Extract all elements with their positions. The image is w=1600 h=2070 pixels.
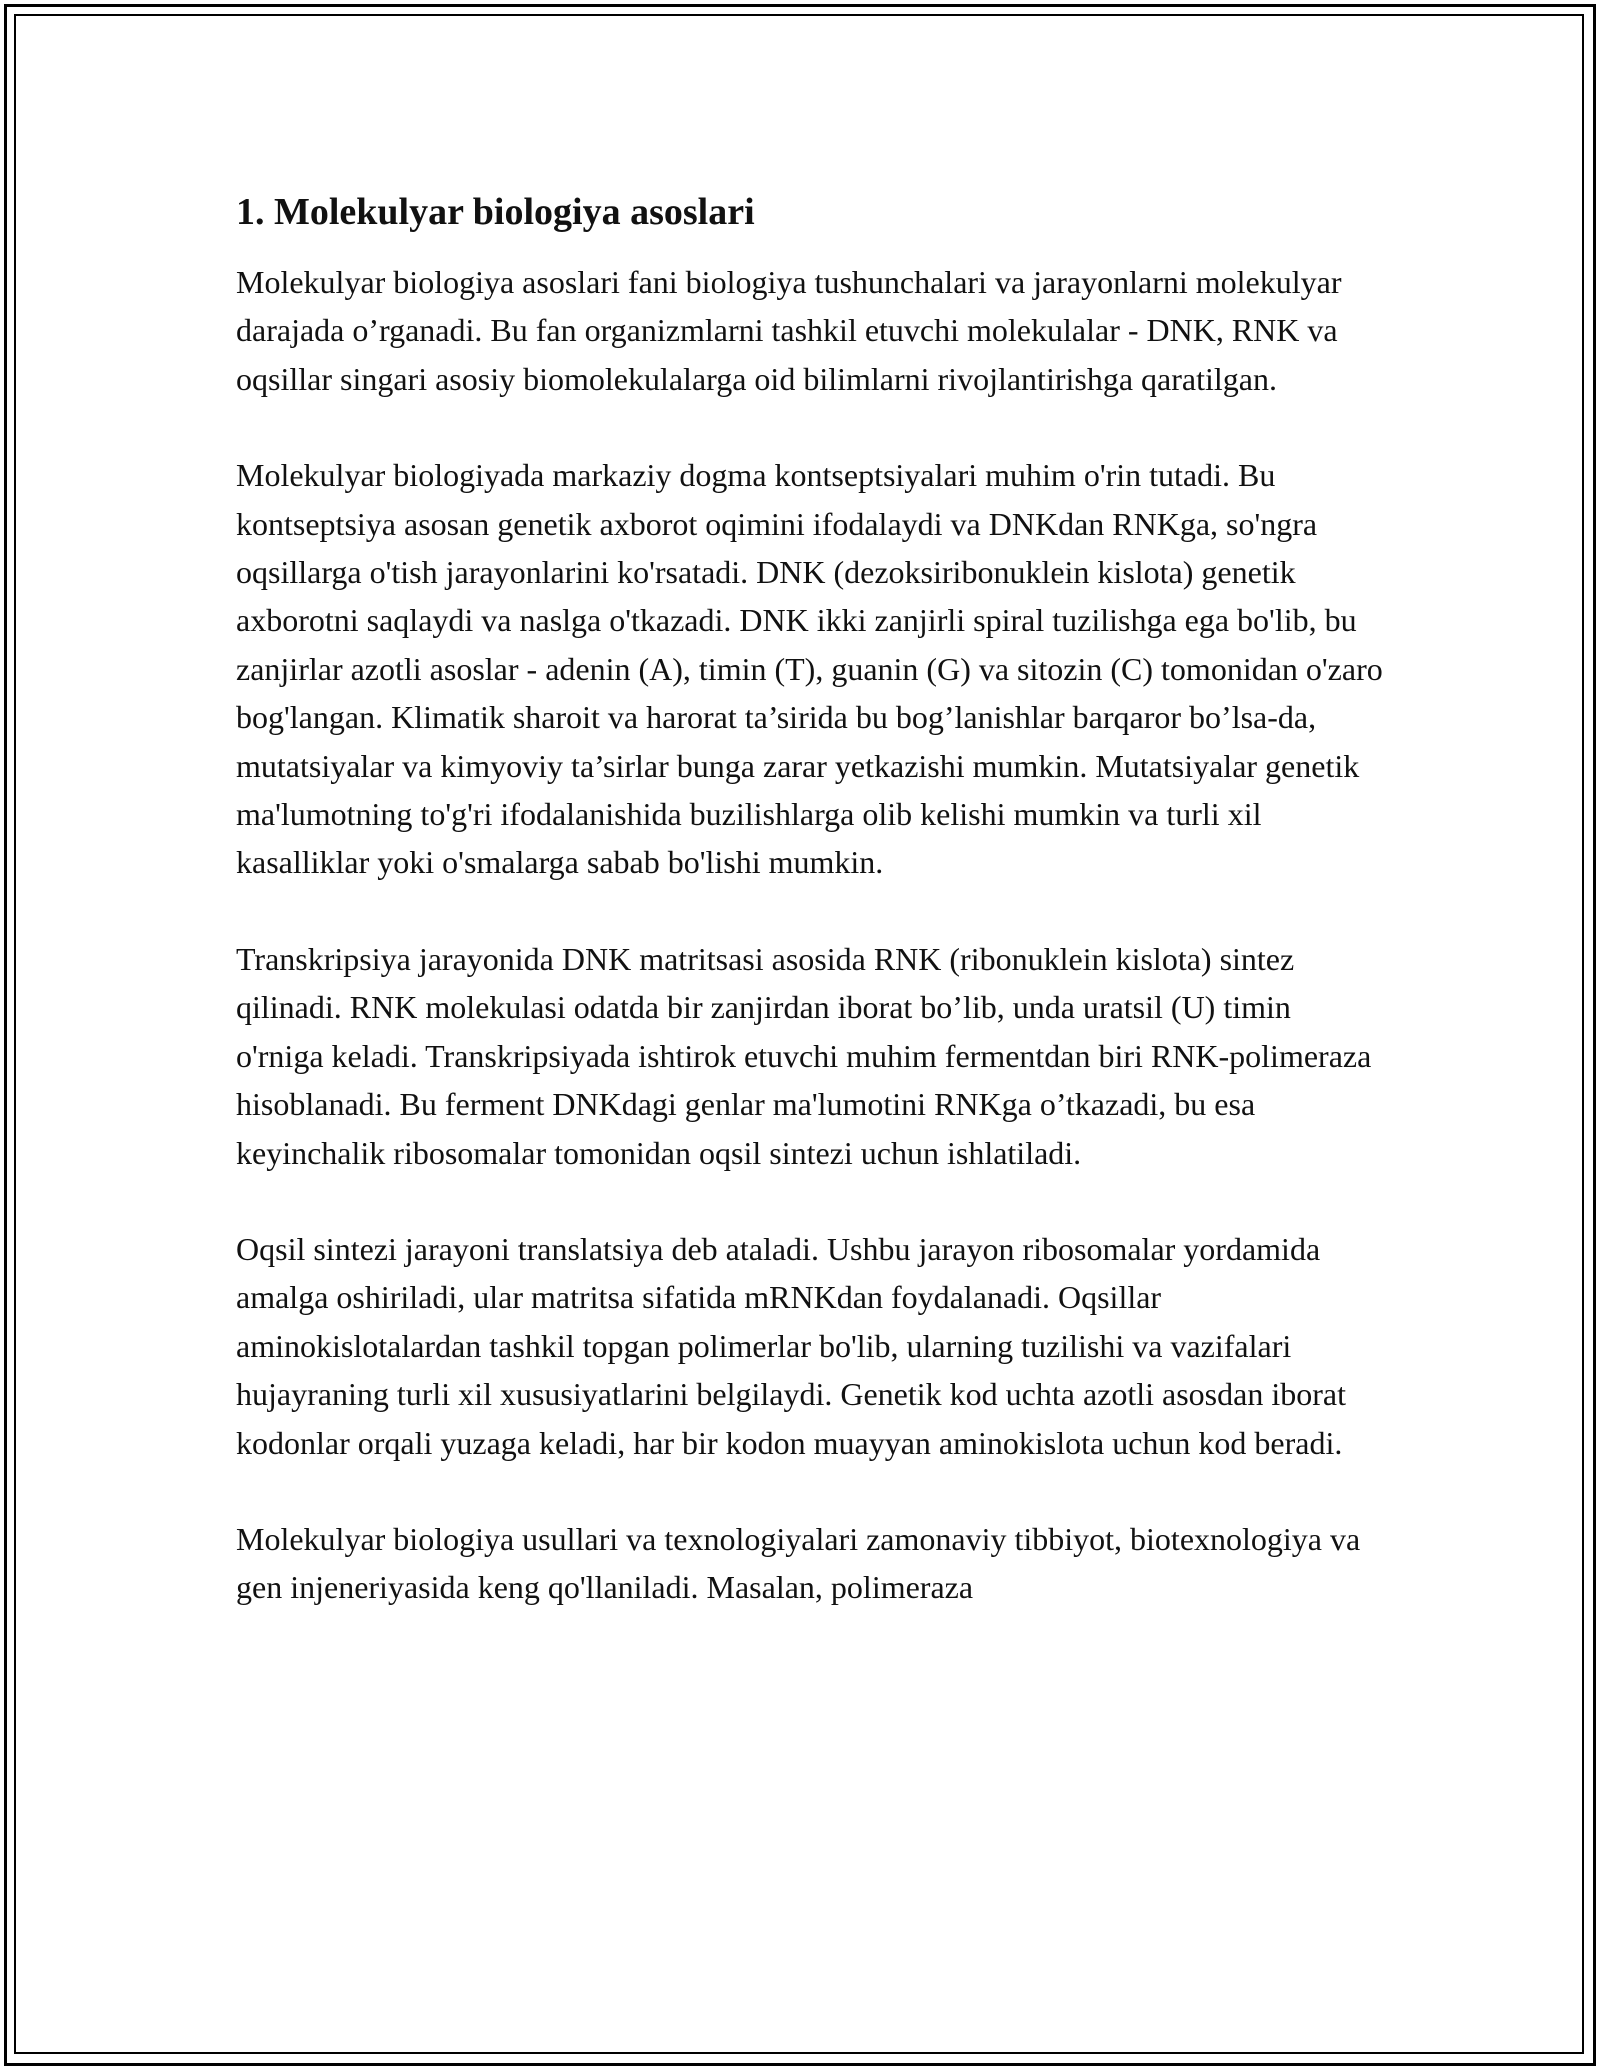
paragraph-transcription: Transkripsiya jarayonida DNK matritsasi asosida RNK (ribonuklein kislota) sintez qilinadi. RNK molekulasi odatda bir zanjirdan iborat bo’lib, unda uratsil (U) timin o'rniga keladi. Transkripsiyada ishtirok etuvchi muhim fermentdan biri RNK-polimeraza hisoblanadi. Bu ferment DNKdagi genlar ma'lumotini RNKga o’tkazadi, bu esa keyinchalik ribosomalar tomonidan oqsil sintezi uchun ishlatiladi. (236, 940, 1372, 1171)
paragraph-translation: Oqsil sintezi jarayoni translatsiya deb ataladi. Ushbu jarayon ribosomalar yordamida amalga oshiriladi, ular matritsa sifatida mRNKdan foydalanadi. Oqsillar aminokislotalardan tashkil topgan polimerlar bo'lib, ularning tuzilishi va vazifalari hujayraning turli xil xususiyatlarini belgilaydi. Genetik kod uchta azotli asosdan iborat kodonlar orqali yuzaga keladi, har bir kodon muayyan aminokislota uchun kod beradi. (236, 1230, 1346, 1461)
paragraph-applications: Molekulyar biologiya usullari va texnologiyalari zamonaviy tibbiyot, biotexnologiya va gen injeneriyasida keng qo'llaniladi. Masalan, polimeraza (236, 1520, 1361, 1606)
paragraph-intro: Molekulyar biologiya asoslari fani biologiya tushunchalari va jarayonlarni molekulyar darajada o’rganadi. Bu fan organizmlarni tashkil etuvchi molekulalar - DNK, RNK va oqsillar singari asosiy biomolekulalarga oid bilimlarni rivojlantirishga qaratilgan. (236, 264, 1342, 397)
paragraph-central-dogma: Molekulyar biologiyada markaziy dogma kontseptsiyalari muhim o'rin tutadi. Bu kontseptsiya asosan genetik axborot oqimini ifodalaydi va DNKdan RNKga, so'ngra oqsillarga o'tish jarayonlarini ko'rsatadi. DNK (dezoksiribonuklein kislota) genetik axborotni saqlaydi va naslga o'tkazadi. DNK ikki zanjirli spiral tuzilishga ega bo'lib, bu zanjirlar azotli asoslar - adenin (A), timin (T), guanin (G) va sitozin (C) tomonidan o'zaro bog'langan. Klimatik sharoit va harorat ta’sirida bu bog’lanishlar barqaror bo’lsa-da, mutatsiyalar va kimyoviy ta’sirlar bunga zarar yetkazishi mumkin. Mutatsiyalar genetik ma'lumotning to'g'ri ifodalanishida buzilishlarga olib kelishi mumkin va turli xil kasalliklar yoki o'smalarga sabab bo'lishi mumkin. (236, 457, 1383, 881)
document-body (236, 188, 1386, 1660)
section-title: 1. Molekulyar biologiya asoslari (236, 191, 755, 233)
